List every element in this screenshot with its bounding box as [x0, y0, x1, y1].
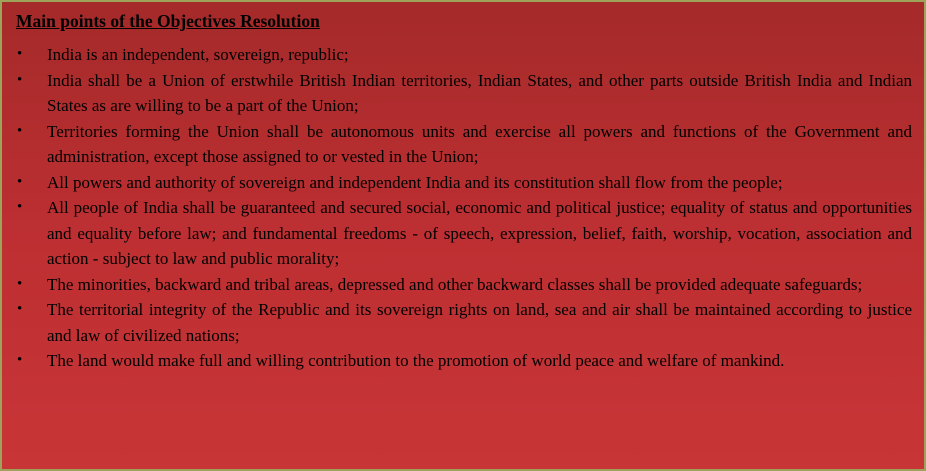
bullet-icon: • [17, 301, 23, 317]
list-item [16, 42, 912, 68]
list-item [16, 68, 912, 119]
list-item-text: All people of India shall be guaranteed and secured social, economic and political justice; equality of status and opportunities and equality before law; and fundamental freedoms - of speech, expression, belief, faith, worship, vocation, association and action - subject to law and public morality; [47, 198, 912, 268]
list-item [16, 272, 912, 298]
bullet-icon: • [17, 173, 23, 190]
list-item [16, 170, 912, 196]
bullet-icon: • [17, 275, 23, 292]
list-item-text: India is an independent, sovereign, republic; [47, 45, 349, 64]
list-item-text: India shall be a Union of erstwhile British Indian territories, Indian States, and other parts outside British India and Indian States as are willing to be a part of the Union; [47, 70, 912, 115]
list-item [16, 119, 912, 170]
panel-title: Main points of the Objectives Resolution [16, 11, 320, 31]
list-item-text: The land would make full and willing contribution to the promotion of world peace and welfare of mankind. [47, 351, 785, 370]
bullet-icon: • [17, 122, 23, 139]
list-item-text: The territorial integrity of the Republic and its sovereign rights on land, sea and air shall be maintained according to justice and law of civilized nations; [47, 300, 912, 345]
bullet-icon: • [17, 352, 23, 368]
points-list [16, 42, 912, 374]
list-item [16, 195, 912, 272]
list-item-text: All powers and authority of sovereign and independent India and its constitution shall flow from the people; [47, 172, 783, 192]
list-item [16, 297, 912, 348]
bullet-icon: • [17, 71, 23, 88]
bullet-icon: • [17, 46, 23, 62]
bullet-icon: • [17, 199, 23, 215]
list-item [16, 348, 912, 374]
list-item-text: Territories forming the Union shall be autonomous units and exercise all powers and functions of the Government and administration, except those assigned to or vested in the Union; [47, 121, 912, 166]
list-item-text: The minorities, backward and tribal areas, depressed and other backward classes shall be provided adequate safeguards; [47, 274, 863, 294]
